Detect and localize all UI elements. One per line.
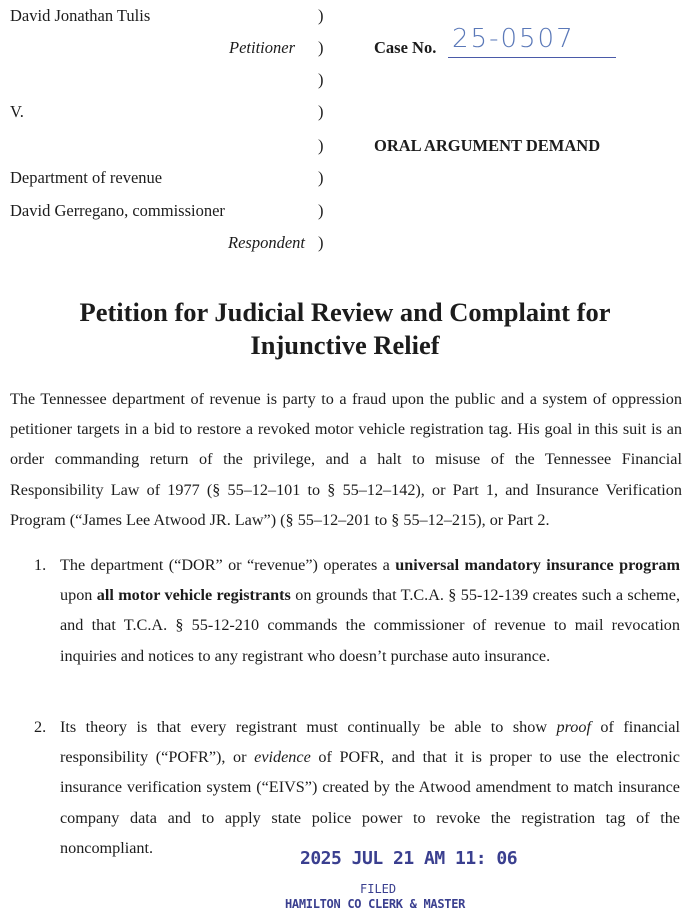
respondent-line-1: Department of revenue — [10, 168, 163, 187]
filed-stamp-datetime: 2025 JUL 21 AM 11: 06 — [300, 848, 518, 869]
caption-paren: ) — [318, 38, 324, 57]
caption-paren: ) — [318, 6, 324, 25]
case-number-underline — [448, 57, 616, 58]
document-title — [0, 296, 690, 362]
title-line-2: Injunctive Relief — [250, 330, 440, 360]
petitioner-name: David Jonathan Tulis — [10, 6, 151, 25]
item-number: 2. — [34, 718, 47, 736]
filed-stamp-office: HAMILTON CO CLERK & MASTER — [285, 897, 466, 911]
caption-paren: ) — [318, 233, 324, 252]
respondent-label: Respondent — [228, 233, 305, 252]
versus-label: V. — [10, 102, 24, 121]
item-number: 1. — [34, 556, 47, 574]
case-number-handwritten: 25-0507 — [452, 24, 575, 54]
title-line-1: Petition for Judicial Review and Complaint for — [79, 297, 611, 327]
numbered-paragraph-1: The department (“DOR” or “revenue”) operates a universal mandatory insurance program upon all motor vehicle registrants on grounds that T.C.A. § 55-12-139 creates such a scheme, and that T.C.A. § 55-12-210 commands the commissioner of revenue to mail revocation inquiries and notices to any registrant who doesn’t purchase auto insurance. — [60, 556, 681, 665]
intro-paragraph: The Tennessee department of revenue is party to a fraud upon the public and a system of oppression petitioner targets in a bid to restore a revoked motor vehicle registration tag. His goal in this suit is an order commanding return of the privilege, and a halt to misuse of the Tennessee Financial Responsibility Law of 1977 (§ 55–12–101 to § 55–12–142), or Part 1, and Insurance Verification Program (“James Lee Atwood JR. Law”) (§ 55–12–201 to § 55–12–215), or Part 2. — [10, 390, 682, 529]
petitioner-label: Petitioner — [229, 38, 295, 57]
filed-stamp-label: FILED — [360, 882, 397, 896]
case-number-label: Case No. — [374, 38, 437, 57]
oral-argument-demand: ORAL ARGUMENT DEMAND — [374, 136, 601, 155]
respondent-line-2: David Gerregano, commissioner — [10, 201, 225, 220]
caption-paren: ) — [318, 168, 324, 187]
caption-paren: ) — [318, 201, 324, 220]
numbered-paragraph-2: Its theory is that every registrant must continually be able to show proof of financial responsibility (“POFR”), or evidence of POFR, and that it is proper to use the electronic insurance verification system (“EIVS”) created by the Atwood amendment to match insurance company data and to apply state police power to revoke the registration tag of the noncompliant. — [60, 718, 680, 857]
caption-paren: ) — [318, 102, 324, 121]
caption-paren: ) — [318, 136, 324, 155]
caption-paren: ) — [318, 70, 324, 89]
